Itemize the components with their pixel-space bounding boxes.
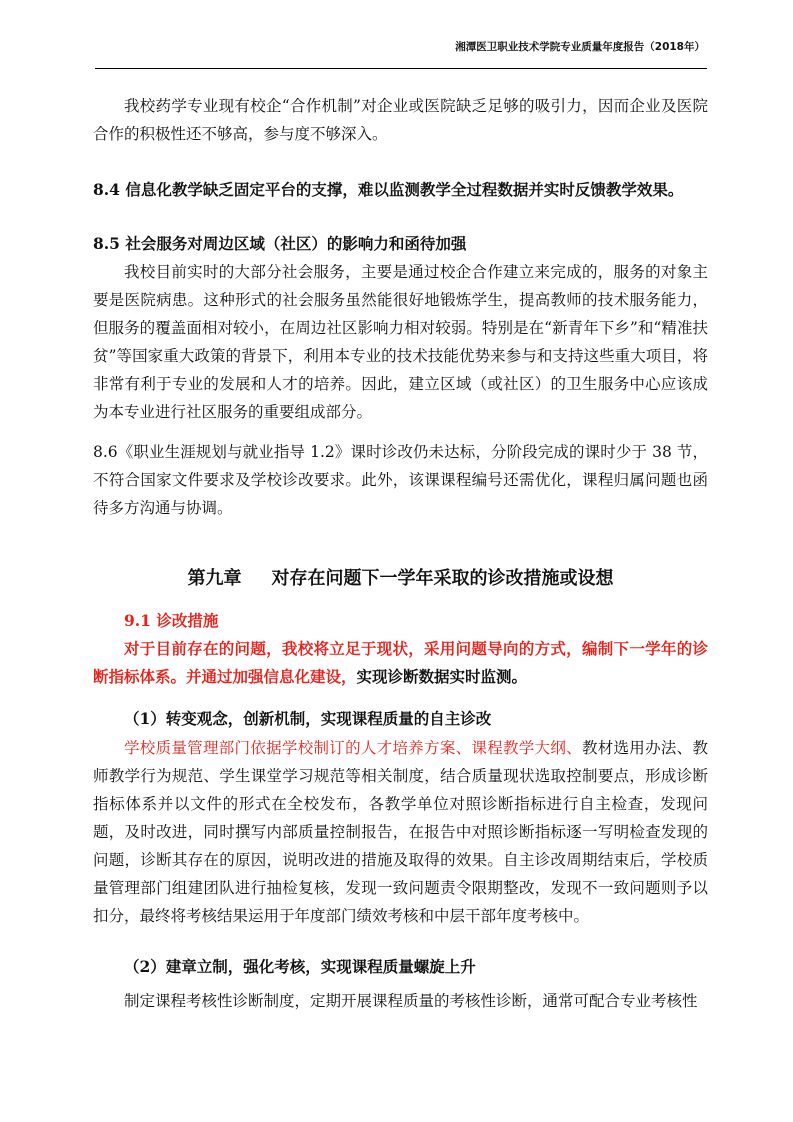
intro-black-text: 实现诊断数据实时监测。 bbox=[356, 667, 528, 686]
heading-8-4: 8.4 信息化教学缺乏固定平台的支撑，难以监测教学全过程数据并实时反馈教学效果。 bbox=[93, 180, 684, 199]
item-2-body: 制定课程考核性诊断制度，定期开展课程质量的考核性诊断，通常可配合专业考核性 bbox=[124, 992, 698, 1010]
section-9-1-heading: 9.1 诊改措施 bbox=[124, 611, 219, 630]
item-2-title: （2）建章立制，强化考核，实现课程质量螺旋上升 bbox=[124, 957, 476, 976]
paragraph-cooperation: 我校药学专业现有校企“合作机制”对企业或医院缺乏足够的吸引力，因而企业及医院合作的积极性还不够高，参与度不够深入。 bbox=[93, 97, 708, 143]
page-header: 湘潭医卫职业技术学院专业质量年度报告（2018年） bbox=[455, 41, 705, 53]
chapter-title: 对存在问题下一学年采取的诊改措施或设想 bbox=[271, 568, 614, 589]
item-1-body bbox=[93, 734, 708, 930]
header-rule bbox=[95, 68, 707, 69]
chapter-9-title bbox=[93, 565, 708, 593]
paragraph-8-5: 我校目前实时的大部分社会服务，主要是通过校企合作建立来完成的，服务的对象主要是医院病患。这种形式的社会服务虽然能很好地锻炼学生，提高教师的技术服务能力，但服务的覆盖面相对较小，在周边社区影响力相对较弱。特别是在“新青年下乡”和“精准扶贫”等国家重大政策的背景下，利用本专业的技术技能优势来参与和支持这些重大项目，将非常有利于专业的发展和人才的培养。因此，建立区域（或社区）的卫生服务中心应该成为本专业进行社区服务的重要组成部分。 bbox=[93, 263, 708, 421]
item-1-red-text: 学校质量管理部门依据学校制订的人才培养方案、课程教学大纲、 bbox=[124, 739, 582, 757]
heading-8-5: 8.5 社会服务对周边区域（社区）的影响力和函待加强 bbox=[93, 234, 467, 253]
intro-red-text: 对于目前存在的问题，我校将立足于现状，采用问题导向的方式，编制下一学年的诊断指标体系。并通过加强信息化建设， bbox=[93, 639, 708, 686]
section-9-1-intro bbox=[93, 635, 708, 691]
item-1-body-text: 教材选用办法、教师教学行为规范、学生课堂学习规范等相关制度，结合质量现状选取控制要点，形成诊断指标体系并以文件的形式在全校发布，各教学单位对照诊断指标进行自主检查，发现问题，及时改进，同时撰写内部质量控制报告，在报告中对照诊断指标逐一写明检查发现的问题，诊断其存在的原因，说明改进的措施及取得的效果。自主诊改周期结束后，学校质量管理部门组建团队进行抽检复核，发现一致问题责令限期整改，发现不一致问题则予以扣分，最终将考核结果运用于年度部门绩效考核和中层干部年度考核中。 bbox=[93, 739, 708, 925]
item-1-title: （1）转变观念，创新机制，实现课程质量的自主诊改 bbox=[124, 709, 492, 728]
paragraph-8-6: 8.6《职业生涯规划与就业指导 1.2》课时诊改仍未达标，分阶段完成的课时少于 38 节，不符合国家文件要求及学校诊改要求。此外，该课课程编号还需优化，课程归属问题也函待多方沟通与协调。 bbox=[93, 443, 708, 517]
chapter-number: 第九章 bbox=[187, 568, 242, 589]
